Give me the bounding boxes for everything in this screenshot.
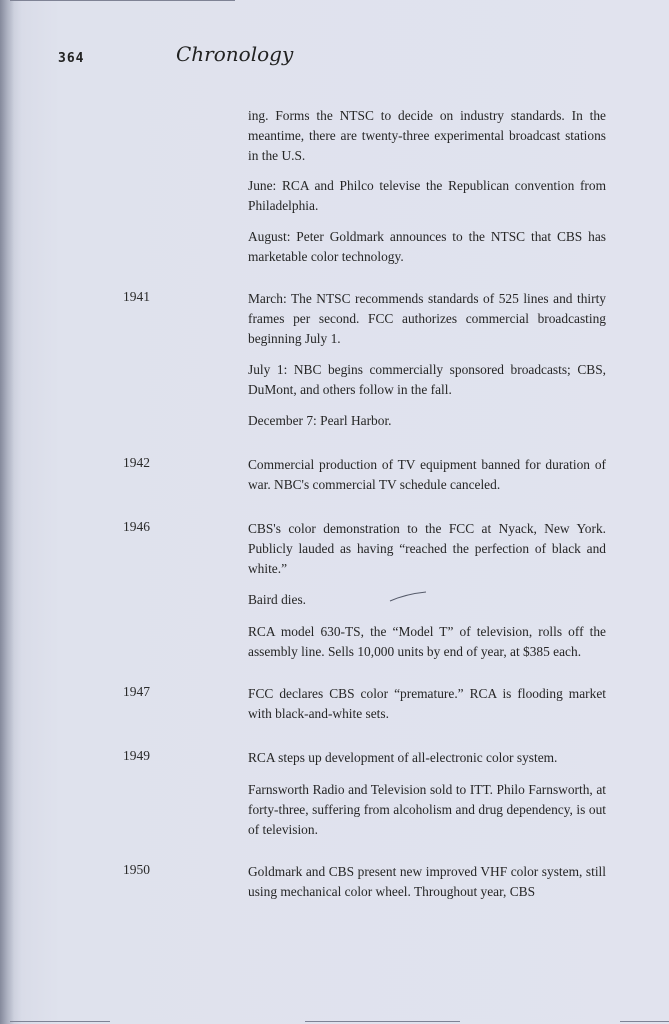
entry-paragraph: August: Peter Goldmark announces to the NTSC that CBS has marketable color technology. xyxy=(248,229,606,264)
entry-paragraph: Commercial production of TV equipment banned for duration of war. NBC's commercial TV schedule canceled. xyxy=(248,457,606,492)
entry-paragraph: Farnsworth Radio and Television sold to ITT. Philo Farnsworth, at forty-three, suffering from alcoholism and drug dependency, is out of television. xyxy=(248,782,606,837)
entry-paragraph: FCC declares CBS color “premature.” RCA is flooding market with black-and-white sets. xyxy=(248,686,606,721)
year-label: 1950 xyxy=(123,862,150,877)
pen-stroke-mark xyxy=(388,590,428,604)
page-number: 364 xyxy=(58,51,85,66)
year-label: 1942 xyxy=(123,455,150,470)
entry-paragraph: Baird dies. xyxy=(248,592,307,607)
entry-paragraph: December 7: Pearl Harbor. xyxy=(248,413,392,428)
top-edge-line xyxy=(10,0,235,1)
year-label: 1947 xyxy=(123,684,150,699)
entry-paragraph: ing. Forms the NTSC to decide on industry standards. In the meantime, there are twenty-three experimental broadcast stations in the U.S. xyxy=(248,108,606,163)
binding-shadow xyxy=(0,0,14,1024)
entry-paragraph: March: The NTSC recommends standards of 525 lines and thirty frames per second. FCC authorizes commercial broadcasting beginning July 1. xyxy=(248,291,606,346)
entry-paragraph: RCA steps up development of all-electronic color system. xyxy=(248,750,558,765)
entry-paragraph: July 1: NBC begins commercially sponsored broadcasts; CBS, DuMont, and others follow in the fall. xyxy=(248,362,606,397)
bottom-edge-line xyxy=(305,1021,460,1022)
year-label: 1949 xyxy=(123,748,150,763)
entry-paragraph: CBS's color demonstration to the FCC at Nyack, New York. Publicly lauded as having “reached the perfection of black and white.” xyxy=(248,521,606,576)
year-label: 1941 xyxy=(123,289,150,304)
bottom-edge-line xyxy=(620,1021,669,1022)
bottom-edge-line xyxy=(10,1021,110,1022)
entry-paragraph: Goldmark and CBS present new improved VHF color system, still using mechanical color wheel. Throughout year, CBS xyxy=(248,864,606,899)
entry-paragraph: June: RCA and Philco televise the Republican convention from Philadelphia. xyxy=(248,178,606,213)
year-label: 1946 xyxy=(123,519,150,534)
entry-paragraph: RCA model 630-TS, the “Model T” of television, rolls off the assembly line. Sells 10,000 units by end of year, at $385 each. xyxy=(248,624,606,659)
running-head: Chronology xyxy=(176,42,294,66)
